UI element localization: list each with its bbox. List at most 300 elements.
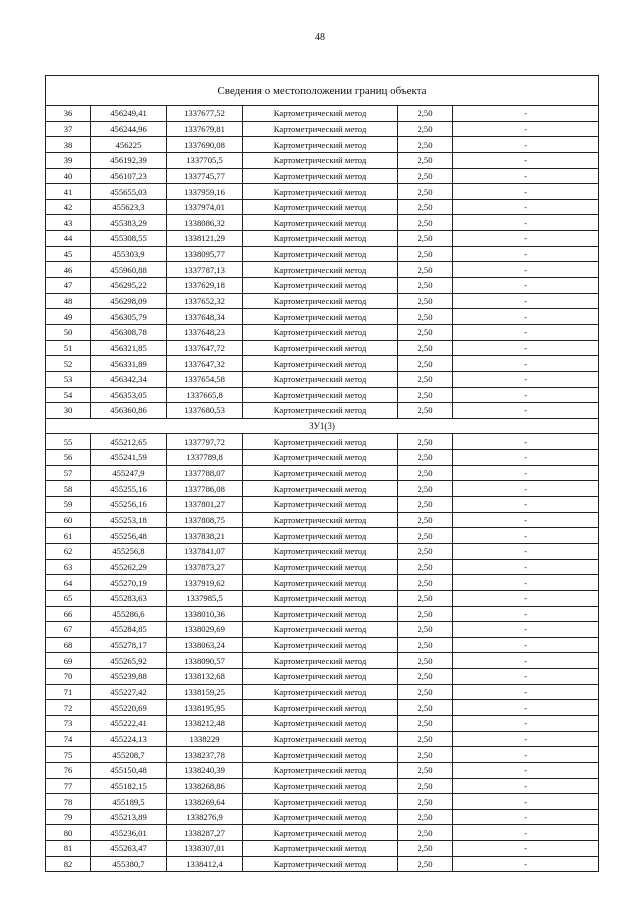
table-row [46,637,599,653]
table-row [46,137,599,153]
accuracy-cell: 2,50 [398,590,453,606]
description-cell: - [453,543,599,559]
method-cell: Картометрический метод [243,794,398,810]
table-row [46,778,599,794]
accuracy-cell: 2,50 [398,669,453,685]
description-cell: - [453,371,599,387]
y-coordinate-cell: 1338132,68 [167,669,243,685]
accuracy-cell: 2,50 [398,403,453,419]
point-number-cell: 81 [46,841,91,857]
description-cell: - [453,293,599,309]
description-cell: - [453,794,599,810]
accuracy-cell: 2,50 [398,262,453,278]
table-row [46,106,599,122]
accuracy-cell: 2,50 [398,715,453,731]
x-coordinate-cell: 455239,88 [91,669,167,685]
description-cell: - [453,715,599,731]
table-row [46,841,599,857]
table-row [46,481,599,497]
x-coordinate-cell: 455265,92 [91,653,167,669]
y-coordinate-cell: 1338086,32 [167,215,243,231]
y-coordinate-cell: 1337629,18 [167,278,243,294]
x-coordinate-cell: 456225 [91,137,167,153]
x-coordinate-cell: 456342,34 [91,371,167,387]
description-cell: - [453,809,599,825]
x-coordinate-cell: 455256,48 [91,528,167,544]
table-row [46,590,599,606]
x-coordinate-cell: 455182,15 [91,778,167,794]
point-number-cell: 73 [46,715,91,731]
accuracy-cell: 2,50 [398,762,453,778]
point-number-cell: 60 [46,512,91,528]
table-row [46,199,599,215]
x-coordinate-cell: 455220,69 [91,700,167,716]
point-number-cell: 56 [46,450,91,466]
accuracy-cell: 2,50 [398,575,453,591]
y-coordinate-cell: 1337789,8 [167,450,243,466]
method-cell: Картометрический метод [243,637,398,653]
table-title-row [46,76,599,106]
point-number-cell: 70 [46,669,91,685]
y-coordinate-cell: 1337690,08 [167,137,243,153]
method-cell: Картометрический метод [243,465,398,481]
method-cell: Картометрический метод [243,199,398,215]
table-row [46,262,599,278]
method-cell: Картометрический метод [243,809,398,825]
method-cell: Картометрический метод [243,246,398,262]
x-coordinate-cell: 455241,59 [91,450,167,466]
description-cell: - [453,278,599,294]
y-coordinate-cell: 1337786,08 [167,481,243,497]
accuracy-cell: 2,50 [398,246,453,262]
description-cell: - [453,669,599,685]
description-cell: - [453,262,599,278]
accuracy-cell: 2,50 [398,450,453,466]
table-row [46,715,599,731]
table-row [46,465,599,481]
y-coordinate-cell: 1337647,72 [167,340,243,356]
point-number-cell: 79 [46,809,91,825]
description-cell: - [453,622,599,638]
method-cell: Картометрический метод [243,309,398,325]
point-number-cell: 44 [46,231,91,247]
y-coordinate-cell: 1338307,01 [167,841,243,857]
point-number-cell: 38 [46,137,91,153]
method-cell: Картометрический метод [243,387,398,403]
accuracy-cell: 2,50 [398,512,453,528]
method-cell: Картометрический метод [243,653,398,669]
table-row [46,669,599,685]
method-cell: Картометрический метод [243,215,398,231]
y-coordinate-cell: 1337648,23 [167,324,243,340]
table-row [46,121,599,137]
description-cell: - [453,606,599,622]
point-number-cell: 47 [46,278,91,294]
description-cell: - [453,184,599,200]
y-coordinate-cell: 1338121,29 [167,231,243,247]
x-coordinate-cell: 456360,86 [91,403,167,419]
y-coordinate-cell: 1338287,27 [167,825,243,841]
table-row [46,497,599,513]
description-cell: - [453,106,599,122]
x-coordinate-cell: 455960,88 [91,262,167,278]
description-cell: - [453,137,599,153]
table-row [46,434,599,450]
point-number-cell: 62 [46,543,91,559]
y-coordinate-cell: 1338212,48 [167,715,243,731]
point-number-cell: 68 [46,637,91,653]
method-cell: Картометрический метод [243,590,398,606]
y-coordinate-cell: 1337841,07 [167,543,243,559]
accuracy-cell: 2,50 [398,856,453,872]
description-cell: - [453,653,599,669]
method-cell: Картометрический метод [243,152,398,168]
table-row [46,512,599,528]
description-cell: - [453,387,599,403]
method-cell: Картометрический метод [243,450,398,466]
accuracy-cell: 2,50 [398,278,453,294]
description-cell: - [453,356,599,372]
x-coordinate-cell: 455383,29 [91,215,167,231]
accuracy-cell: 2,50 [398,106,453,122]
table-row [46,762,599,778]
x-coordinate-cell: 455303,9 [91,246,167,262]
description-cell: - [453,152,599,168]
table-row [46,168,599,184]
table-row [46,575,599,591]
x-coordinate-cell: 456305,79 [91,309,167,325]
y-coordinate-cell: 1337788,07 [167,465,243,481]
x-coordinate-cell: 455236,01 [91,825,167,841]
method-cell: Картометрический метод [243,669,398,685]
description-cell: - [453,403,599,419]
table-row [46,856,599,872]
x-coordinate-cell: 455255,16 [91,481,167,497]
table-row [46,684,599,700]
method-cell: Картометрический метод [243,121,398,137]
x-coordinate-cell: 455380,7 [91,856,167,872]
x-coordinate-cell: 455283,63 [91,590,167,606]
y-coordinate-cell: 1338195,95 [167,700,243,716]
accuracy-cell: 2,50 [398,653,453,669]
description-cell: - [453,778,599,794]
table-row [46,809,599,825]
y-coordinate-cell: 1338095,77 [167,246,243,262]
table-row [46,747,599,763]
description-cell: - [453,121,599,137]
method-cell: Картометрический метод [243,575,398,591]
x-coordinate-cell: 455308,55 [91,231,167,247]
x-coordinate-cell: 455227,42 [91,684,167,700]
point-number-cell: 74 [46,731,91,747]
method-cell: Картометрический метод [243,371,398,387]
description-cell: - [453,434,599,450]
y-coordinate-cell: 1337679,81 [167,121,243,137]
section-heading: ЗУ1(3) [46,418,599,434]
x-coordinate-cell: 456331,89 [91,356,167,372]
point-number-cell: 48 [46,293,91,309]
table-row [46,293,599,309]
accuracy-cell: 2,50 [398,841,453,857]
table-row [46,559,599,575]
description-cell: - [453,497,599,513]
description-cell: - [453,762,599,778]
method-cell: Картометрический метод [243,622,398,638]
x-coordinate-cell: 455270,19 [91,575,167,591]
y-coordinate-cell: 1338276,9 [167,809,243,825]
accuracy-cell: 2,50 [398,794,453,810]
description-cell: - [453,450,599,466]
x-coordinate-cell: 455623,3 [91,199,167,215]
accuracy-cell: 2,50 [398,293,453,309]
x-coordinate-cell: 455262,29 [91,559,167,575]
accuracy-cell: 2,50 [398,340,453,356]
description-cell: - [453,856,599,872]
accuracy-cell: 2,50 [398,309,453,325]
table-title: Сведения о местоположении границ объекта [46,76,599,106]
method-cell: Картометрический метод [243,559,398,575]
y-coordinate-cell: 1337647,32 [167,356,243,372]
description-cell: - [453,168,599,184]
x-coordinate-cell: 456321,85 [91,340,167,356]
x-coordinate-cell: 455224,13 [91,731,167,747]
table-row [46,653,599,669]
point-number-cell: 45 [46,246,91,262]
x-coordinate-cell: 455253,18 [91,512,167,528]
method-cell: Картометрический метод [243,106,398,122]
y-coordinate-cell: 1337959,16 [167,184,243,200]
accuracy-cell: 2,50 [398,543,453,559]
point-number-cell: 57 [46,465,91,481]
table-row [46,371,599,387]
x-coordinate-cell: 455247,9 [91,465,167,481]
point-number-cell: 77 [46,778,91,794]
y-coordinate-cell: 1338029,69 [167,622,243,638]
y-coordinate-cell: 1338269,64 [167,794,243,810]
x-coordinate-cell: 455212,65 [91,434,167,450]
point-number-cell: 58 [46,481,91,497]
accuracy-cell: 2,50 [398,434,453,450]
y-coordinate-cell: 1337705,5 [167,152,243,168]
accuracy-cell: 2,50 [398,168,453,184]
accuracy-cell: 2,50 [398,809,453,825]
x-coordinate-cell: 456249,41 [91,106,167,122]
accuracy-cell: 2,50 [398,215,453,231]
method-cell: Картометрический метод [243,184,398,200]
y-coordinate-cell: 1338240,39 [167,762,243,778]
accuracy-cell: 2,50 [398,778,453,794]
accuracy-cell: 2,50 [398,371,453,387]
accuracy-cell: 2,50 [398,747,453,763]
point-number-cell: 50 [46,324,91,340]
y-coordinate-cell: 1337745,77 [167,168,243,184]
y-coordinate-cell: 1338090,57 [167,653,243,669]
method-cell: Картометрический метод [243,856,398,872]
point-number-cell: 49 [46,309,91,325]
description-cell: - [453,731,599,747]
method-cell: Картометрический метод [243,778,398,794]
description-cell: - [453,825,599,841]
accuracy-cell: 2,50 [398,152,453,168]
point-number-cell: 72 [46,700,91,716]
y-coordinate-cell: 1338412,4 [167,856,243,872]
y-coordinate-cell: 1337873,27 [167,559,243,575]
y-coordinate-cell: 1337677,52 [167,106,243,122]
y-coordinate-cell: 1337801,27 [167,497,243,513]
method-cell: Картометрический метод [243,434,398,450]
point-number-cell: 59 [46,497,91,513]
method-cell: Картометрический метод [243,356,398,372]
description-cell: - [453,465,599,481]
x-coordinate-cell: 455286,6 [91,606,167,622]
table-row [46,278,599,294]
table-row [46,700,599,716]
accuracy-cell: 2,50 [398,637,453,653]
point-number-cell: 63 [46,559,91,575]
accuracy-cell: 2,50 [398,356,453,372]
y-coordinate-cell: 1337797,72 [167,434,243,450]
description-cell: - [453,747,599,763]
table-body [46,76,599,872]
y-coordinate-cell: 1338229 [167,731,243,747]
table-row [46,231,599,247]
table-row [46,606,599,622]
point-number-cell: 67 [46,622,91,638]
boundary-coordinates-table [45,75,599,872]
y-coordinate-cell: 1337985,5 [167,590,243,606]
point-number-cell: 80 [46,825,91,841]
point-number-cell: 51 [46,340,91,356]
x-coordinate-cell: 456244,96 [91,121,167,137]
accuracy-cell: 2,50 [398,731,453,747]
table-row [46,528,599,544]
point-number-cell: 66 [46,606,91,622]
y-coordinate-cell: 1337654,58 [167,371,243,387]
x-coordinate-cell: 455278,17 [91,637,167,653]
table-row [46,622,599,638]
accuracy-cell: 2,50 [398,825,453,841]
point-number-cell: 52 [46,356,91,372]
accuracy-cell: 2,50 [398,324,453,340]
method-cell: Картометрический метод [243,731,398,747]
x-coordinate-cell: 456295,22 [91,278,167,294]
accuracy-cell: 2,50 [398,387,453,403]
method-cell: Картометрический метод [243,231,398,247]
table-row [46,246,599,262]
description-cell: - [453,590,599,606]
table-row [46,794,599,810]
accuracy-cell: 2,50 [398,184,453,200]
x-coordinate-cell: 455208,7 [91,747,167,763]
y-coordinate-cell: 1337919,62 [167,575,243,591]
method-cell: Картометрический метод [243,512,398,528]
point-number-cell: 75 [46,747,91,763]
point-number-cell: 37 [46,121,91,137]
method-cell: Картометрический метод [243,684,398,700]
accuracy-cell: 2,50 [398,700,453,716]
table-row [46,184,599,200]
method-cell: Картометрический метод [243,528,398,544]
x-coordinate-cell: 455655,03 [91,184,167,200]
y-coordinate-cell: 1337680,53 [167,403,243,419]
x-coordinate-cell: 456308,78 [91,324,167,340]
x-coordinate-cell: 455284,85 [91,622,167,638]
table-row [46,403,599,419]
method-cell: Картометрический метод [243,762,398,778]
accuracy-cell: 2,50 [398,497,453,513]
section-heading-row [46,418,599,434]
point-number-cell: 78 [46,794,91,810]
description-cell: - [453,231,599,247]
table-row [46,215,599,231]
table-row [46,450,599,466]
description-cell: - [453,575,599,591]
x-coordinate-cell: 455222,41 [91,715,167,731]
description-cell: - [453,700,599,716]
description-cell: - [453,512,599,528]
method-cell: Картометрический метод [243,168,398,184]
accuracy-cell: 2,50 [398,465,453,481]
table-row [46,309,599,325]
point-number-cell: 30 [46,403,91,419]
point-number-cell: 40 [46,168,91,184]
description-cell: - [453,559,599,575]
y-coordinate-cell: 1337652,32 [167,293,243,309]
accuracy-cell: 2,50 [398,231,453,247]
x-coordinate-cell: 455213,89 [91,809,167,825]
accuracy-cell: 2,50 [398,606,453,622]
description-cell: - [453,324,599,340]
description-cell: - [453,841,599,857]
accuracy-cell: 2,50 [398,559,453,575]
description-cell: - [453,309,599,325]
point-number-cell: 54 [46,387,91,403]
point-number-cell: 36 [46,106,91,122]
method-cell: Картометрический метод [243,324,398,340]
y-coordinate-cell: 1338010,36 [167,606,243,622]
point-number-cell: 65 [46,590,91,606]
point-number-cell: 55 [46,434,91,450]
method-cell: Картометрический метод [243,340,398,356]
y-coordinate-cell: 1337665,8 [167,387,243,403]
x-coordinate-cell: 455256,8 [91,543,167,559]
method-cell: Картометрический метод [243,278,398,294]
point-number-cell: 41 [46,184,91,200]
x-coordinate-cell: 455150,48 [91,762,167,778]
point-number-cell: 82 [46,856,91,872]
point-number-cell: 76 [46,762,91,778]
method-cell: Картометрический метод [243,700,398,716]
description-cell: - [453,199,599,215]
method-cell: Картометрический метод [243,606,398,622]
y-coordinate-cell: 1337648,34 [167,309,243,325]
point-number-cell: 46 [46,262,91,278]
point-number-cell: 69 [46,653,91,669]
description-cell: - [453,684,599,700]
point-number-cell: 71 [46,684,91,700]
accuracy-cell: 2,50 [398,622,453,638]
table-row [46,356,599,372]
description-cell: - [453,637,599,653]
description-cell: - [453,340,599,356]
description-cell: - [453,481,599,497]
x-coordinate-cell: 455263,47 [91,841,167,857]
y-coordinate-cell: 1337787,13 [167,262,243,278]
point-number-cell: 43 [46,215,91,231]
point-number-cell: 64 [46,575,91,591]
method-cell: Картометрический метод [243,293,398,309]
x-coordinate-cell: 456353,05 [91,387,167,403]
